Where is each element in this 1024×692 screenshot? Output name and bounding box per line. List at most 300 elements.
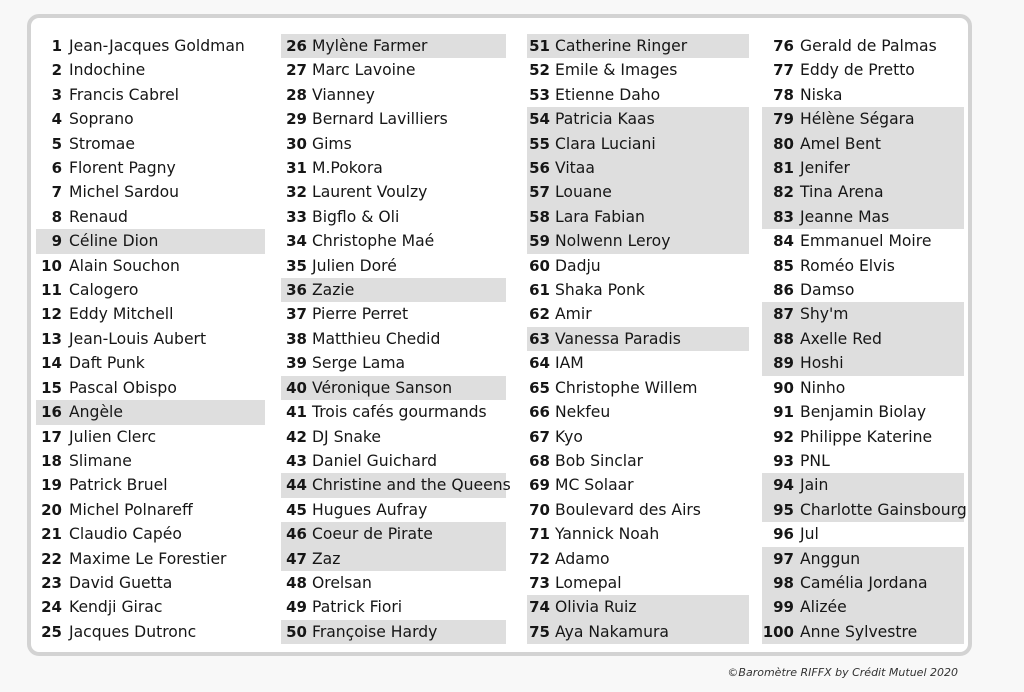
artist-name: Calogero: [69, 281, 139, 300]
rank-number: 53: [529, 85, 550, 104]
ranking-row: [36, 620, 265, 644]
rank-number: 13: [41, 329, 62, 348]
artist-name: Hélène Ségara: [800, 110, 915, 129]
artist-name: Trois cafés gourmands: [312, 403, 487, 422]
ranking-row: [36, 595, 265, 619]
rank-number: 71: [529, 525, 550, 544]
artist-name: Claudio Capéo: [69, 525, 182, 544]
rank-number: 51: [529, 37, 550, 55]
rank-number: 30: [286, 134, 307, 153]
rank-number: 3: [51, 85, 62, 104]
ranking-row: [762, 229, 964, 253]
ranking-row: [281, 107, 506, 131]
artist-name: Etienne Daho: [555, 85, 661, 104]
rank-number: 31: [286, 159, 307, 178]
rank-number: 79: [773, 110, 794, 129]
artist-name: Gims: [312, 134, 352, 153]
artist-name: MC Solaar: [555, 476, 634, 495]
artist-name: Marc Lavoine: [312, 61, 416, 80]
ranking-row: [762, 132, 964, 156]
rank-number: 65: [529, 378, 550, 397]
artist-name: Jain: [800, 476, 829, 495]
ranking-row: [762, 278, 964, 302]
artist-name: Benjamin Biolay: [800, 403, 927, 422]
ranking-row: [527, 595, 749, 619]
artist-name: Jenifer: [800, 159, 850, 178]
artist-name: Clara Luciani: [555, 134, 656, 153]
rank-number: 62: [529, 305, 550, 324]
rank-number: 10: [41, 256, 62, 275]
rank-number: 4: [51, 110, 62, 129]
artist-name: Daft Punk: [69, 354, 145, 373]
rank-number: 87: [773, 305, 794, 324]
artist-name: David Guetta: [69, 573, 173, 592]
rank-number: 94: [773, 476, 794, 495]
rank-number: 73: [529, 573, 550, 592]
ranking-column-3: [527, 34, 749, 644]
ranking-row: [527, 449, 749, 473]
artist-name: Shy'm: [800, 305, 849, 324]
ranking-row: [762, 107, 964, 131]
ranking-row: [527, 473, 749, 497]
artist-name: Vanessa Paradis: [555, 329, 681, 348]
rank-number: 21: [41, 525, 62, 544]
ranking-row: [527, 327, 749, 351]
ranking-row: [527, 376, 749, 400]
artist-name: Eddy Mitchell: [69, 305, 174, 324]
ranking-row: [281, 278, 506, 302]
rank-number: 24: [41, 598, 62, 617]
ranking-row: [762, 58, 964, 82]
ranking-row: [281, 302, 506, 326]
rank-number: 47: [286, 549, 307, 568]
artist-name: Florent Pagny: [69, 159, 176, 178]
rank-number: 78: [773, 85, 794, 104]
artist-name: Coeur de Pirate: [312, 525, 433, 544]
artist-name: Emmanuel Moire: [800, 232, 932, 251]
artist-name: Laurent Voulzy: [312, 183, 428, 202]
artist-name: Emile & Images: [555, 61, 678, 80]
ranking-row: [762, 522, 964, 546]
ranking-row: [762, 376, 964, 400]
rank-number: 56: [529, 159, 550, 178]
artist-name: PNL: [800, 451, 830, 470]
ranking-row: [762, 595, 964, 619]
rank-number: 32: [286, 183, 307, 202]
artist-name: Françoise Hardy: [312, 622, 438, 641]
artist-name: Jacques Dutronc: [69, 622, 197, 641]
ranking-row: [281, 547, 506, 571]
rank-number: 86: [773, 281, 794, 300]
artist-name: Jean-Louis Aubert: [69, 329, 207, 348]
artist-name: Bernard Lavilliers: [312, 110, 448, 129]
artist-name: Axelle Red: [800, 329, 882, 348]
artist-name: Nekfeu: [555, 403, 611, 422]
ranking-row: [281, 83, 506, 107]
ranking-row: [36, 327, 265, 351]
rank-number: 52: [529, 61, 550, 80]
ranking-row: [281, 254, 506, 278]
rank-number: 16: [41, 403, 62, 422]
ranking-row: [762, 83, 964, 107]
ranking-row: [281, 449, 506, 473]
rank-number: 42: [286, 427, 307, 446]
ranking-row: [527, 278, 749, 302]
rank-number: 91: [773, 403, 794, 422]
ranking-row: [36, 376, 265, 400]
ranking-column-1: [36, 34, 265, 644]
rank-number: 15: [41, 378, 62, 397]
artist-name: Gerald de Palmas: [800, 37, 937, 55]
ranking-row: [36, 351, 265, 375]
ranking-row: [281, 180, 506, 204]
rank-number: 49: [286, 598, 307, 617]
rank-number: 44: [286, 476, 307, 495]
ranking-row: [36, 132, 265, 156]
rank-number: 33: [286, 207, 307, 226]
ranking-row: [762, 620, 964, 644]
artist-name: Mylène Farmer: [312, 37, 428, 55]
rank-number: 50: [286, 622, 307, 641]
artist-name: Soprano: [69, 110, 134, 129]
rank-number: 70: [529, 500, 550, 519]
artist-name: Philippe Katerine: [800, 427, 933, 446]
artist-name: Lara Fabian: [555, 207, 645, 226]
rank-number: 22: [41, 549, 62, 568]
ranking-row: [281, 425, 506, 449]
artist-name: Louane: [555, 183, 612, 202]
ranking-column-4: [762, 34, 967, 644]
rank-number: 72: [529, 549, 550, 568]
ranking-row: [36, 473, 265, 497]
artist-name: Maxime Le Forestier: [69, 549, 227, 568]
rank-number: 83: [773, 207, 794, 226]
rank-number: 28: [286, 85, 307, 104]
artist-name: Jeanne Mas: [800, 207, 890, 226]
ranking-row: [762, 571, 964, 595]
artist-name: Amel Bent: [800, 134, 882, 153]
ranking-panel: [27, 14, 972, 656]
rank-number: 57: [529, 183, 550, 202]
ranking-row: [281, 205, 506, 229]
ranking-row: [281, 156, 506, 180]
ranking-row: [36, 83, 265, 107]
artist-name: Patrick Fiori: [312, 598, 403, 617]
ranking-row: [36, 522, 265, 546]
artist-name: Boulevard des Airs: [555, 500, 701, 519]
rank-number: 43: [286, 451, 307, 470]
ranking-column-2: [281, 34, 511, 644]
rank-number: 98: [773, 573, 794, 592]
ranking-row: [527, 132, 749, 156]
ranking-row: [527, 229, 749, 253]
copyright-note: ©Baromètre RIFFX by Crédit Mutuel 2020: [727, 666, 958, 679]
ranking-row: [36, 425, 265, 449]
rank-number: 81: [773, 159, 794, 178]
ranking-row: [36, 400, 265, 424]
ranking-row: [281, 376, 506, 400]
rank-number: 92: [773, 427, 794, 446]
rank-number: 45: [286, 500, 307, 519]
rank-number: 19: [41, 476, 62, 495]
rank-number: 40: [286, 378, 307, 397]
ranking-row: [36, 278, 265, 302]
ranking-row: [762, 34, 964, 58]
ranking-row: [762, 425, 964, 449]
ranking-row: [36, 571, 265, 595]
rank-number: 61: [529, 281, 550, 300]
artist-name: Céline Dion: [69, 232, 159, 251]
artist-name: Ninho: [800, 378, 846, 397]
artist-name: Hugues Aufray: [312, 500, 428, 519]
artist-name: Daniel Guichard: [312, 451, 438, 470]
ranking-row: [527, 205, 749, 229]
artist-name: Aya Nakamura: [555, 622, 669, 641]
ranking-row: [281, 571, 506, 595]
artist-name: Charlotte Gainsbourg: [800, 500, 967, 519]
ranking-row: [36, 302, 265, 326]
artist-name: Catherine Ringer: [555, 37, 688, 55]
artist-name: Amir: [555, 305, 592, 324]
rank-number: 63: [529, 329, 550, 348]
rank-number: 36: [286, 281, 307, 300]
rank-number: 48: [286, 573, 307, 592]
artist-name: Orelsan: [312, 573, 372, 592]
ranking-row: [762, 449, 964, 473]
rank-number: 7: [51, 183, 62, 202]
artist-name: Yannick Noah: [555, 525, 660, 544]
rank-number: 82: [773, 183, 794, 202]
ranking-row: [762, 302, 964, 326]
artist-name: Vitaa: [555, 159, 595, 178]
ranking-row: [527, 156, 749, 180]
rank-number: 74: [529, 598, 550, 617]
rank-number: 18: [41, 451, 62, 470]
ranking-row: [527, 351, 749, 375]
rank-number: 37: [286, 305, 307, 324]
rank-number: 29: [286, 110, 307, 129]
artist-name: Christophe Maé: [312, 232, 435, 251]
artist-name: Vianney: [312, 85, 375, 104]
ranking-row: [527, 547, 749, 571]
ranking-row: [762, 351, 964, 375]
ranking-row: [281, 229, 506, 253]
ranking-row: [762, 205, 964, 229]
rank-number: 1: [51, 37, 62, 55]
ranking-row: [281, 351, 506, 375]
artist-name: Michel Sardou: [69, 183, 180, 202]
rank-number: 97: [773, 549, 794, 568]
rank-number: 27: [286, 61, 307, 80]
ranking-row: [36, 180, 265, 204]
rank-number: 67: [529, 427, 550, 446]
artist-name: Jul: [800, 525, 819, 544]
ranking-row: [762, 327, 964, 351]
rank-number: 17: [41, 427, 62, 446]
rank-number: 66: [529, 403, 550, 422]
rank-number: 54: [529, 110, 550, 129]
artist-name: Michel Polnareff: [69, 500, 193, 519]
artist-name: Hoshi: [800, 354, 844, 373]
ranking-row: [762, 547, 964, 571]
artist-name: Slimane: [69, 451, 132, 470]
ranking-row: [36, 254, 265, 278]
rank-number: 11: [41, 281, 62, 300]
ranking-row: [281, 34, 506, 58]
artist-name: Anggun: [800, 549, 861, 568]
rank-number: 69: [529, 476, 550, 495]
rank-number: 6: [51, 159, 62, 178]
artist-name: Roméo Elvis: [800, 256, 895, 275]
ranking-row: [281, 498, 506, 522]
artist-name: Lomepal: [555, 573, 622, 592]
artist-name: Christine and the Queens: [312, 476, 511, 495]
rank-number: 64: [529, 354, 550, 373]
rank-number: 85: [773, 256, 794, 275]
rank-number: 77: [773, 61, 794, 80]
artist-name: Adamo: [555, 549, 610, 568]
ranking-row: [36, 205, 265, 229]
rank-number: 8: [51, 207, 62, 226]
ranking-row: [527, 180, 749, 204]
rank-number: 95: [773, 500, 794, 519]
artist-name: Anne Sylvestre: [800, 622, 918, 641]
ranking-row: [36, 58, 265, 82]
artist-name: Bob Sinclar: [555, 451, 644, 470]
rank-number: 39: [286, 354, 307, 373]
artist-name: Shaka Ponk: [555, 281, 645, 300]
artist-name: Matthieu Chedid: [312, 329, 441, 348]
ranking-row: [281, 522, 506, 546]
ranking-row: [527, 83, 749, 107]
rank-number: 26: [286, 37, 307, 55]
ranking-row: [762, 400, 964, 424]
ranking-row: [527, 425, 749, 449]
artist-name: Zazie: [312, 281, 355, 300]
artist-name: Tina Arena: [800, 183, 884, 202]
artist-name: Pierre Perret: [312, 305, 409, 324]
rank-number: 9: [51, 232, 62, 251]
rank-number: 59: [529, 232, 550, 251]
rank-number: 58: [529, 207, 550, 226]
artist-name: Patricia Kaas: [555, 110, 655, 129]
ranking-row: [762, 254, 964, 278]
artist-name: Francis Cabrel: [69, 85, 180, 104]
ranking-row: [527, 254, 749, 278]
rank-number: 5: [51, 134, 62, 153]
ranking-row: [527, 400, 749, 424]
ranking-row: [527, 58, 749, 82]
artist-name: Alain Souchon: [69, 256, 180, 275]
artist-name: Niska: [800, 85, 843, 104]
rank-number: 60: [529, 256, 550, 275]
rank-number: 99: [773, 598, 794, 617]
ranking-row: [36, 107, 265, 131]
rank-number: 90: [773, 378, 794, 397]
ranking-row: [762, 473, 964, 497]
artist-name: Kyo: [555, 427, 583, 446]
rank-number: 96: [773, 525, 794, 544]
ranking-row: [281, 58, 506, 82]
artist-name: Indochine: [69, 61, 146, 80]
artist-name: Bigflo & Oli: [312, 207, 400, 226]
rank-number: 80: [773, 134, 794, 153]
ranking-row: [527, 34, 749, 58]
ranking-row: [762, 180, 964, 204]
ranking-row: [527, 522, 749, 546]
artist-name: M.Pokora: [312, 159, 383, 178]
ranking-row: [36, 229, 265, 253]
rank-number: 46: [286, 525, 307, 544]
rank-number: 68: [529, 451, 550, 470]
artist-name: Pascal Obispo: [69, 378, 177, 397]
rank-number: 38: [286, 329, 307, 348]
artist-name: IAM: [555, 354, 584, 373]
rank-number: 75: [529, 622, 550, 641]
artist-name: Olivia Ruiz: [555, 598, 637, 617]
ranking-row: [281, 400, 506, 424]
rank-number: 12: [41, 305, 62, 324]
ranking-row: [762, 498, 967, 522]
ranking-row: [527, 620, 749, 644]
ranking-row: [281, 132, 506, 156]
artist-name: Patrick Bruel: [69, 476, 168, 495]
ranking-row: [36, 34, 265, 58]
rank-number: 93: [773, 451, 794, 470]
artist-name: Dadju: [555, 256, 601, 275]
artist-name: Kendji Girac: [69, 598, 163, 617]
rank-number: 100: [762, 622, 794, 641]
ranking-row: [527, 302, 749, 326]
rank-number: 88: [773, 329, 794, 348]
rank-number: 35: [286, 256, 307, 275]
rank-number: 84: [773, 232, 794, 251]
artist-name: Julien Clerc: [69, 427, 157, 446]
ranking-row: [281, 620, 506, 644]
rank-number: 25: [41, 622, 62, 641]
artist-name: Christophe Willem: [555, 378, 698, 397]
artist-name: Damso: [800, 281, 855, 300]
ranking-row: [527, 107, 749, 131]
rank-number: 41: [286, 403, 307, 422]
artist-name: Camélia Jordana: [800, 573, 928, 592]
rank-number: 14: [41, 354, 62, 373]
ranking-row: [281, 473, 511, 497]
artist-name: Nolwenn Leroy: [555, 232, 671, 251]
rank-number: 76: [773, 37, 794, 55]
ranking-row: [527, 571, 749, 595]
artist-name: Stromae: [69, 134, 135, 153]
ranking-row: [36, 547, 265, 571]
rank-number: 89: [773, 354, 794, 373]
artist-name: Renaud: [69, 207, 128, 226]
ranking-row: [36, 449, 265, 473]
artist-name: Véronique Sanson: [312, 378, 453, 397]
artist-name: Eddy de Pretto: [800, 61, 915, 80]
rank-number: 55: [529, 134, 550, 153]
rank-number: 2: [51, 61, 62, 80]
ranking-row: [36, 156, 265, 180]
ranking-row: [281, 595, 506, 619]
artist-name: Alizée: [800, 598, 847, 617]
ranking-row: [281, 327, 506, 351]
ranking-row: [762, 156, 964, 180]
ranking-row: [36, 498, 265, 522]
artist-name: Zaz: [312, 549, 341, 568]
artist-name: Angèle: [69, 403, 123, 422]
artist-name: Julien Doré: [312, 256, 397, 275]
rank-number: 20: [41, 500, 62, 519]
